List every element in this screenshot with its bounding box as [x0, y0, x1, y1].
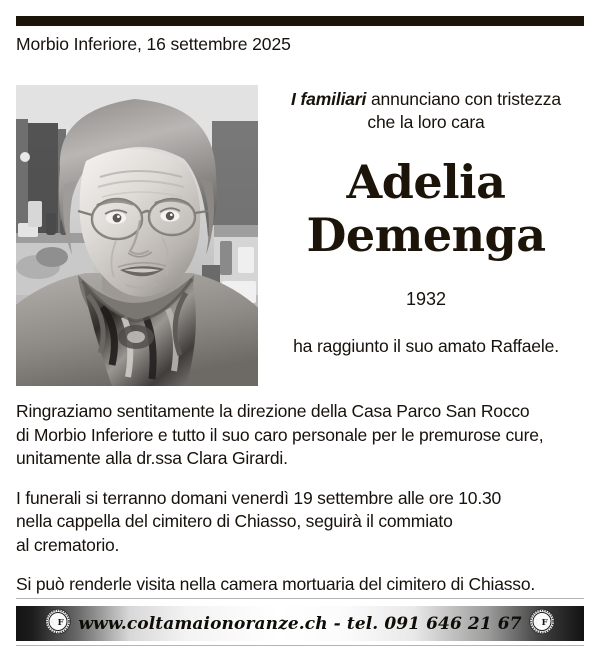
paragraph-funeral-line-1: I funerali si terranno domani venerdì 19 settembre alle ore 10.30	[16, 487, 502, 508]
closing-line: ha raggiunto il suo amato Raffaele.	[293, 336, 559, 356]
announcement-intro-line2: che la loro cara	[367, 112, 485, 132]
footer-contact-text[interactable]: www.coltamaionoranze.ch - tel. 091 646 21 67	[78, 613, 522, 634]
body-text	[16, 400, 588, 597]
deceased-name	[268, 156, 584, 262]
paragraph-funeral-line-2: nella cappella del cimitero di Chiasso, seguirà il commiato	[16, 511, 453, 531]
portrait-photo	[16, 85, 258, 386]
top-divider-rule	[16, 16, 584, 26]
svg-text:F: F	[541, 617, 548, 628]
place-and-date-line: Morbio Inferiore, 16 settembre 2025	[16, 34, 291, 54]
announcement-intro-rest: annunciano con tristezza	[366, 89, 561, 109]
footer-divider-top	[16, 598, 584, 599]
funeral-home-seal-icon	[529, 608, 555, 639]
footer-contact-bar	[16, 606, 584, 641]
deceased-first-name: Adelia	[346, 155, 506, 209]
svg-text:C: C	[50, 617, 59, 628]
funeral-home-seal-icon	[45, 608, 71, 639]
paragraph-thanks-line-2: di Morbio Inferiore e tutto il suo caro personale per le premurose cure,	[16, 424, 544, 445]
paragraph-visitation	[16, 573, 588, 597]
deceased-last-name: Demenga	[306, 208, 546, 262]
svg-text:C: C	[534, 617, 543, 628]
announcement-block	[268, 88, 584, 358]
paragraph-thanks-line-3: unitamente alla dr.ssa Clara Girardi.	[16, 448, 288, 468]
svg-text:F: F	[57, 617, 64, 628]
paragraph-funeral-line-3: al crematorio.	[16, 534, 120, 555]
birth-year: 1932	[405, 289, 447, 309]
footer-divider-bottom	[16, 645, 584, 646]
paragraph-thanks	[16, 400, 588, 471]
paragraph-visitation-line-1: Si può renderle visita nella camera mortuaria del cimitero di Chiasso.	[16, 574, 536, 594]
paragraph-thanks-line-1: Ringraziamo sentitamente la direzione della Casa Parco San Rocco	[16, 401, 530, 421]
announcement-intro	[268, 88, 584, 134]
paragraph-funeral	[16, 487, 588, 558]
announcement-emphasis: I familiari	[291, 89, 367, 109]
